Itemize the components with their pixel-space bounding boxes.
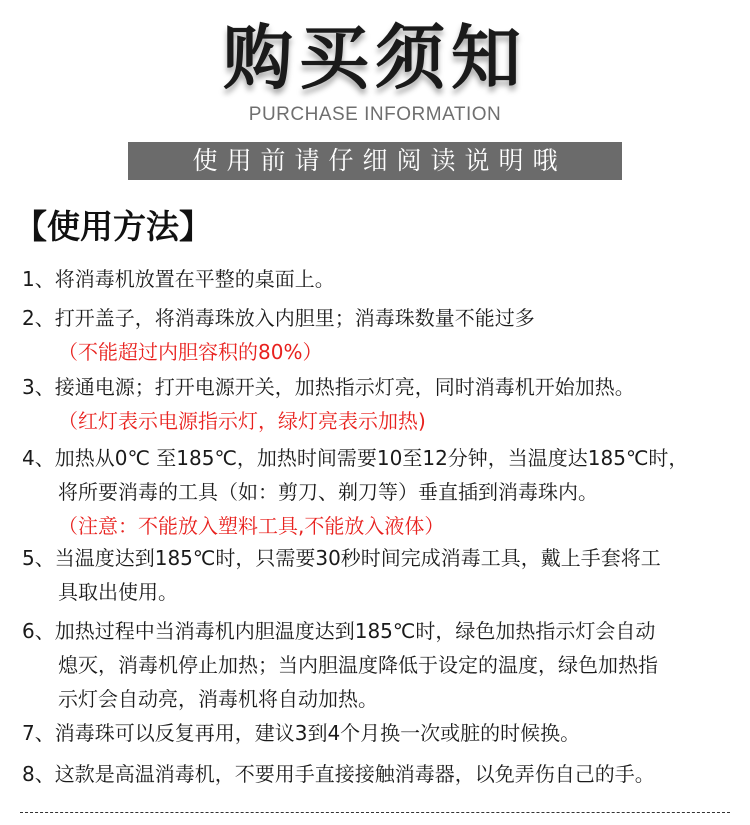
- instruction-item-6: [22, 614, 740, 716]
- instruction-line: 8、这款是高温消毒机，不要用手直接接触消毒器，以免弄伤自己的手。: [22, 762, 655, 786]
- page-subtitle: PURCHASE INFORMATION: [248, 104, 502, 125]
- instruction-line: 示灯会自动亮，消毒机将自动加热。: [58, 687, 378, 711]
- instruction-item-3: [22, 370, 740, 438]
- instruction-item-7: [22, 716, 740, 750]
- instruction-line: 7、消毒珠可以反复再用，建议3到4个月换一次或脏的时候换。: [22, 721, 581, 745]
- instruction-note: （不能超过内胆容积的80%）: [58, 340, 323, 364]
- instruction-line: 1、将消毒机放置在平整的桌面上。: [22, 267, 335, 291]
- instruction-line: 具取出使用。: [58, 580, 178, 604]
- instruction-line: 5、当温度达到185℃时，只需要30秒时间完成消毒工具，戴上手套将工: [22, 546, 661, 570]
- instruction-line: 熄灭，消毒机停止加热；当内胆温度降低于设定的温度，绿色加热指: [58, 653, 658, 677]
- notice-banner: 使用前请仔细阅读说明哦: [128, 142, 622, 180]
- instruction-note: （注意：不能放入塑料工具,不能放入液体）: [58, 514, 445, 538]
- dashed-divider: [20, 812, 730, 813]
- instruction-item-2: [22, 301, 740, 369]
- page-title: 购买须知: [223, 17, 527, 99]
- instruction-item-1: [22, 262, 740, 296]
- instruction-note: （红灯表示电源指示灯，绿灯亮表示加热): [58, 409, 426, 433]
- instruction-line: 4、加热从0℃ 至185℃，加热时间需要10至12分钟，当温度达185℃时，: [22, 446, 689, 470]
- section-heading: 【使用方法】: [14, 207, 212, 246]
- instruction-item-5: [22, 541, 740, 609]
- instruction-line: 2、打开盖子，将消毒珠放入内胆里；消毒珠数量不能过多: [22, 306, 535, 330]
- instruction-line: 3、接通电源；打开电源开关，加热指示灯亮，同时消毒机开始加热。: [22, 375, 635, 399]
- instruction-item-8: [22, 757, 740, 791]
- instruction-line: 将所要消毒的工具（如：剪刀、剃刀等）垂直插到消毒珠内。: [58, 480, 598, 504]
- instruction-line: 6、加热过程中当消毒机内胆温度达到185℃时，绿色加热指示灯会自动: [22, 619, 656, 643]
- instruction-item-4: [22, 441, 740, 543]
